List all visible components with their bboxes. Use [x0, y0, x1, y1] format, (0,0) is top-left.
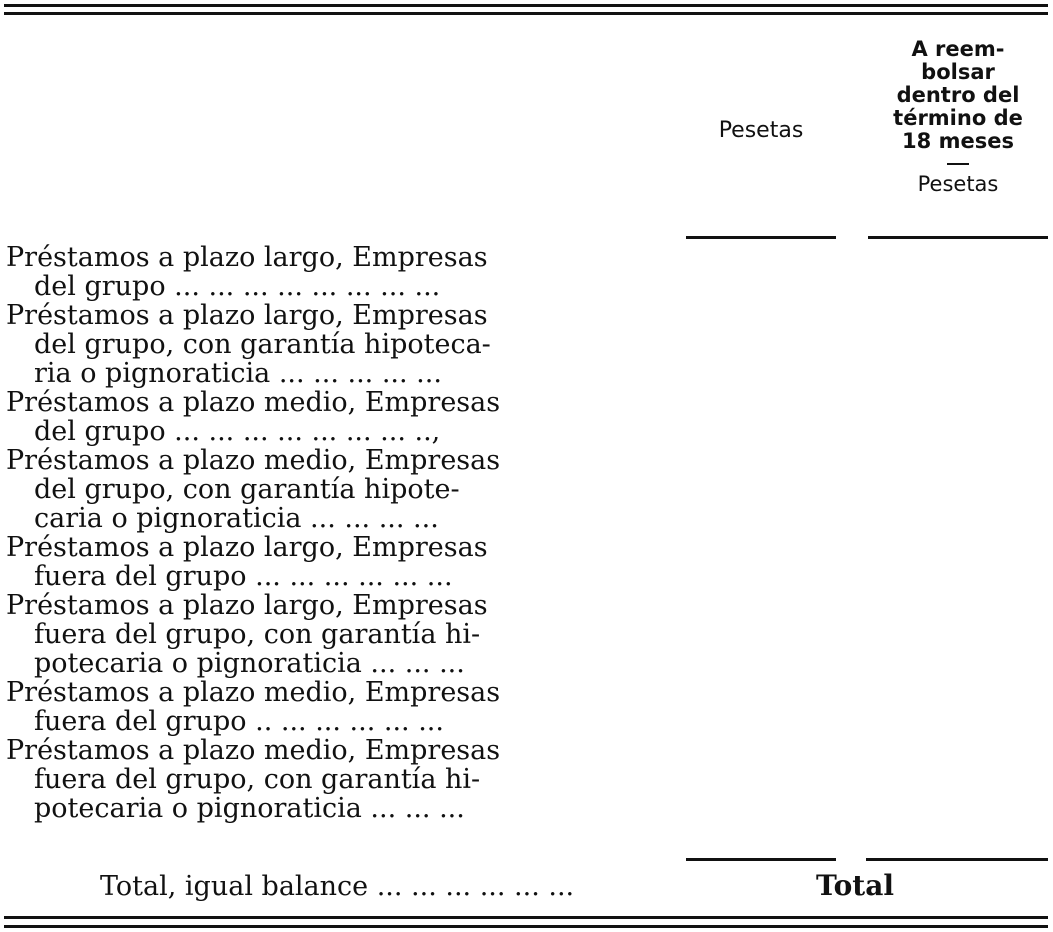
row-line: potecaria o pignoraticia ... ... ...	[34, 648, 465, 679]
top-rule-2	[4, 12, 1048, 15]
table-row	[6, 388, 586, 446]
header-unit: Pesetas	[917, 172, 999, 196]
total-label: Total, igual balance ... ... ... ... ... ...	[100, 871, 575, 902]
row-line: Préstamos a plazo medio, Empresas	[6, 735, 501, 766]
table-row	[6, 446, 586, 533]
row-line: del grupo ... ... ... ... ... ... ... ...	[34, 271, 441, 302]
table-row	[6, 736, 586, 823]
total-value: Total	[815, 869, 894, 902]
row-line: Préstamos a plazo largo, Empresas	[6, 242, 488, 273]
header-line: A reem-	[911, 37, 1005, 61]
row-line: Préstamos a plazo medio, Empresas	[6, 387, 501, 418]
row-line: Préstamos a plazo medio, Empresas	[6, 445, 501, 476]
header-line: término de	[893, 106, 1023, 130]
row-line: potecaria o pignoraticia ... ... ...	[34, 793, 465, 824]
table-row	[6, 301, 586, 388]
loan-rows	[6, 243, 586, 823]
bottom-rule-1	[4, 916, 1048, 919]
header-line: dentro del	[896, 83, 1020, 107]
column-header-reembolsar	[866, 38, 1050, 196]
row-line: caria o pignoraticia ... ... ... ...	[34, 503, 439, 534]
table-row	[6, 591, 586, 678]
row-line: fuera del grupo, con garantía hi-	[34, 619, 481, 650]
row-line: fuera del grupo .. ... ... ... ... ...	[34, 706, 444, 737]
header-dash	[947, 163, 969, 165]
row-line: del grupo, con garantía hipoteca-	[34, 329, 491, 360]
table-row	[6, 678, 586, 736]
column-header-pesetas: Pesetas	[718, 118, 804, 143]
col1-header-rule	[686, 236, 836, 239]
row-line: Préstamos a plazo largo, Empresas	[6, 532, 488, 563]
table-row	[6, 243, 586, 301]
bottom-rule-2	[4, 925, 1048, 928]
row-line: Préstamos a plazo largo, Empresas	[6, 300, 488, 331]
row-line: fuera del grupo ... ... ... ... ... ...	[34, 561, 453, 592]
row-line: Préstamos a plazo largo, Empresas	[6, 590, 488, 621]
row-line: ria o pignoraticia ... ... ... ... ...	[34, 358, 442, 389]
top-rule-1	[4, 4, 1048, 7]
row-line: del grupo, con garantía hipote-	[34, 474, 460, 505]
row-line: fuera del grupo, con garantía hi-	[34, 764, 481, 795]
col1-total-rule	[686, 858, 836, 861]
row-line: del grupo ... ... ... ... ... ... ... ..,	[34, 416, 441, 447]
header-line: 18 meses	[902, 129, 1014, 153]
col2-total-rule	[866, 858, 1048, 861]
table-row	[6, 533, 586, 591]
row-line: Préstamos a plazo medio, Empresas	[6, 677, 501, 708]
header-line: bolsar	[921, 60, 995, 84]
col2-header-rule	[868, 236, 1048, 239]
